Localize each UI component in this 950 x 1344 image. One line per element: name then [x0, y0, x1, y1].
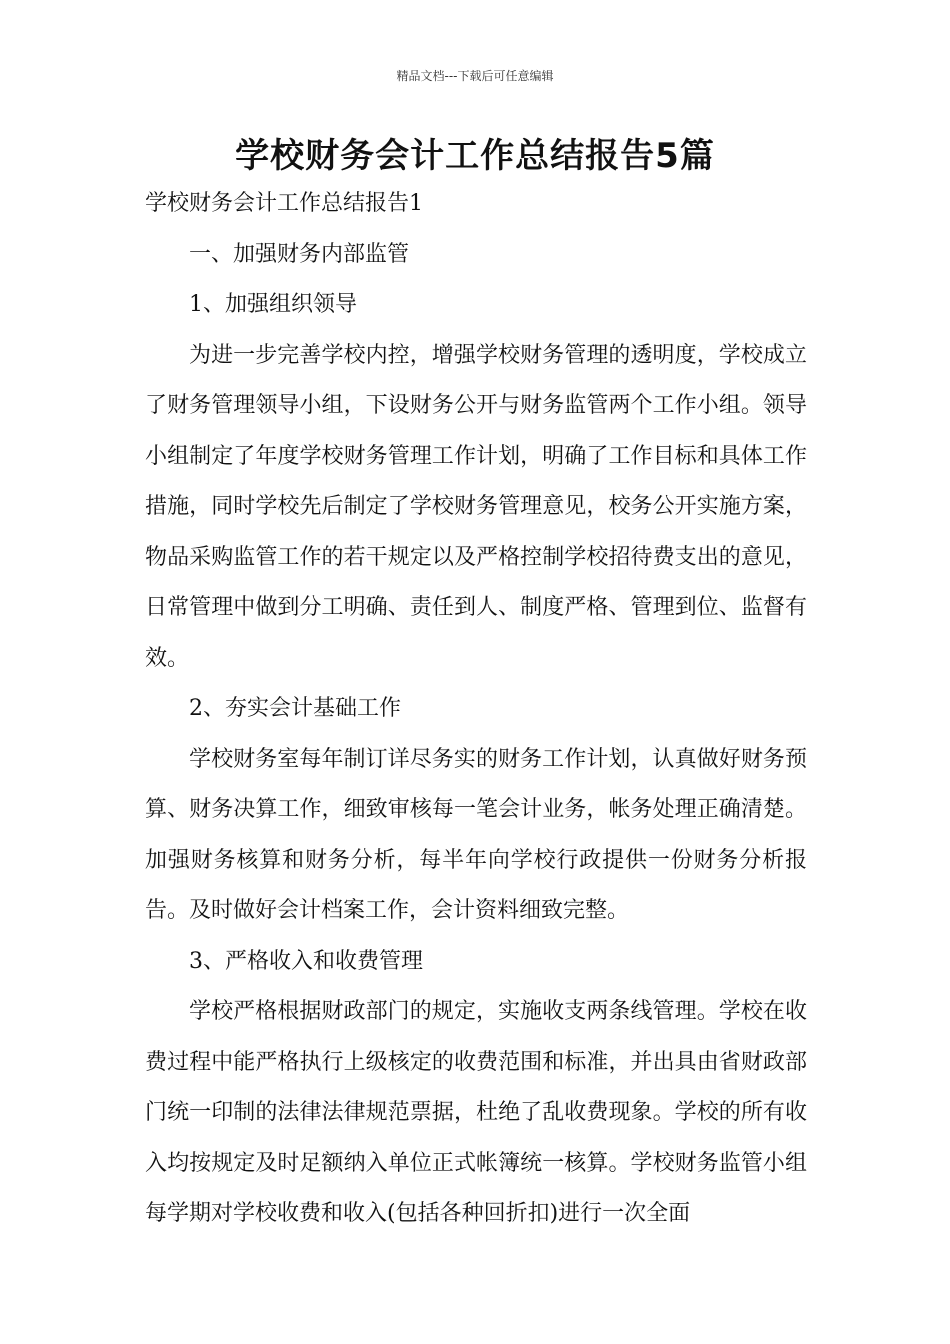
body-paragraph: 为进一步完善学校内控，增强学校财务管理的透明度，学校成立了财务管理领导小组，下设财务公开与财务监管两个工作小组。领导小组制定了年度学校财务管理工作计划，明确了工作目标和具体工作措施，同时学校先后制定了学校财务管理意见，校务公开实施方案，物品采购监管工作的若干规定以及严格控制学校招待费支出的意见，日常管理中做到分工明确、责任到人、制度严格、管理到位、监督有效。 [145, 342, 807, 671]
body-paragraph: 学校严格根据财政部门的规定，实施收支两条线管理。学校在收费过程中能严格执行上级核定的收费范围和标准，并出具由省财政部门统一印制的法律法律规范票据，杜绝了乱收费现象。学校的所有收入均按规定及时足额纳入单位正式帐簿统一核算。学校财务监管小组每学期对学校收费和收入(包括各种回折扣)进行一次全面 [145, 999, 807, 1226]
subsection-heading: 2、夯实会计基础工作 [189, 696, 401, 721]
header-note: 精品文档---下载后可任意编辑 [396, 69, 554, 83]
section-heading: 一、加强财务内部监管 [189, 241, 410, 267]
document-body [145, 179, 807, 1240]
subsection-heading: 3、严格收入和收费管理 [189, 948, 423, 974]
body-paragraph: 学校财务室每年制订详尽务实的财务工作计划，认真做好财务预算、财务决算工作，细致审核每一笔会计业务，帐务处理正确清楚。加强财务核算和财务分析，每半年向学校行政提供一份财务分析报告。及时做好会计档案工作，会计资料细致完整。 [145, 746, 807, 923]
report-subtitle: 学校财务会计工作总结报告1 [145, 191, 423, 216]
document-title: 学校财务会计工作总结报告5篇 [235, 136, 715, 176]
subsection-heading: 1、加强组织领导 [189, 292, 357, 317]
